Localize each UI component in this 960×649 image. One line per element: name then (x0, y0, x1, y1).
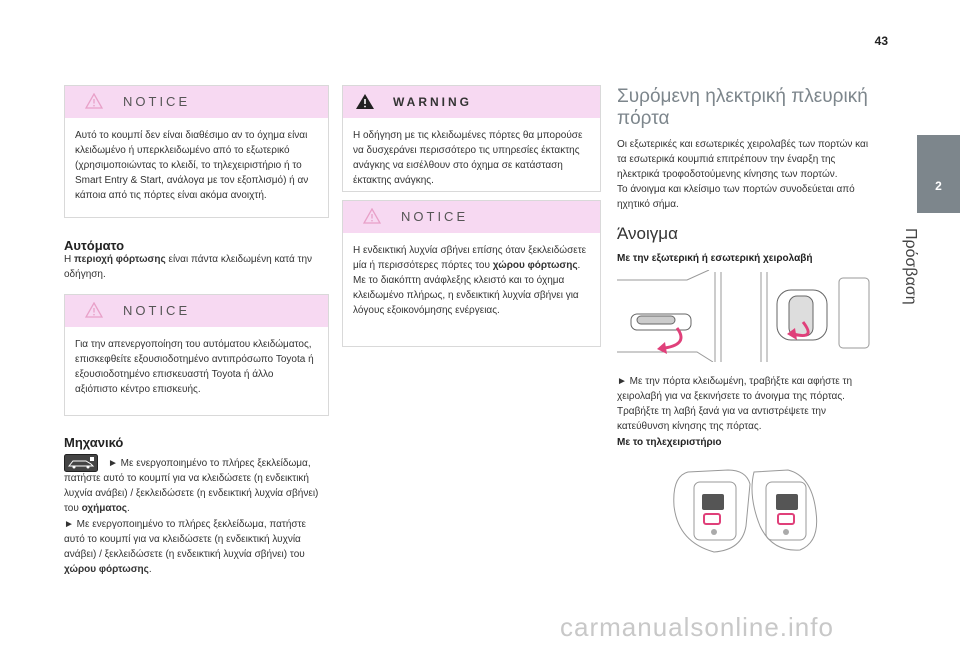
sliding-door-button-icon (704, 514, 720, 524)
warning-header (343, 86, 600, 118)
notice-title: NOTICE (401, 209, 469, 224)
notice-header (343, 201, 600, 233)
watermark: carmanualsonline.info (560, 612, 834, 642)
notice-body: Για την απενεργοποίηση του αυτόματου κλειδώματος, επισκεφθείτε εξουσιοδοτημένο αντιπρόσωπο Toyota ή εξουσιοδοτημένο επισκευαστή Toyota ή άλλο αξιόπιστο κέντρο επισκευής. (75, 339, 314, 395)
pull-arrow-icon (665, 328, 681, 348)
door-handle-illustration (617, 270, 879, 362)
opening-heading: Άνοιγμα (617, 224, 678, 243)
mechanical-text-2: ► Με ενεργοποιημένο το πλήρες ξεκλείδωμα, πατήστε αυτό το κουμπί για να κλειδώσετε (η ενδεικτική λυχνία ανάβει) / ξεκλειδώσετε (η ενδεικτική λυχνία σβήνει) του χώρου φόρτωσης. (64, 519, 307, 575)
notice-body: Αυτό το κουμπί δεν είναι διαθέσιμο αν το όχημα είναι κλειδωμένο ή υπερκλειδωμένο από το εξωτερικό (χρησιμοποιώντας το κλειδί, το τηλεχειριστήριο ή το Smart Entry & Start, ανάλογα με τον εξοπλισμό) ή αν κάποια από τις πόρτες είναι ακόμα ανοιχτή. (75, 130, 309, 201)
chapter-number: 2 (935, 179, 942, 193)
notice-header (65, 86, 328, 118)
remote-key-illustration (668, 466, 830, 556)
chapter-label (889, 228, 919, 348)
section-title: Συρόμενη ηλεκτρική πλευρική πόρτα (617, 86, 868, 129)
notice-box-3 (342, 200, 601, 347)
automatic-text: Η περιοχή φόρτωσης είναι πάντα κλειδωμένη κατά την οδήγηση. (64, 254, 313, 280)
notice-title: NOTICE (123, 94, 191, 109)
notice-box-2 (64, 294, 329, 416)
warning-box (342, 85, 601, 192)
page-number: 43 (874, 34, 888, 48)
warning-title: WARNING (393, 95, 472, 109)
handle-subheading: Με την εξωτερική ή εσωτερική χειρολαβή (617, 253, 813, 264)
warning-triangle-icon (85, 302, 103, 318)
sliding-door-button-icon (778, 514, 794, 524)
chapter-tab[interactable] (917, 135, 960, 213)
mechanical-heading: Μηχανικό (64, 435, 124, 450)
remote-subheading: Με το τηλεχειριστήριο (617, 437, 722, 448)
handle-instructions: ► Με την πόρτα κλειδωμένη, τραβήξτε και αφήστε τη χειρολαβή για να ξεκινήσετε το άνοιγμα της πόρτας. Τραβήξτε τη λαβή ξανά για να αντιστρέψετε την κατεύθυνση κίνησης της πόρτας. (617, 376, 853, 432)
notice-title: NOTICE (123, 303, 191, 318)
notice-box-1 (64, 85, 329, 218)
warning-triangle-icon (85, 93, 103, 109)
mechanical-text-1: ► Με ενεργοποιημένο το πλήρες ξεκλείδωμα, πατήστε αυτό το κουμπί για να κλειδώσετε (η ενδεικτική λυχνία ανάβει) / ξεκλειδώσετε (η ενδεικτική λυχνία σβήνει) του οχήματος. (64, 458, 319, 514)
warning-body: Η οδήγηση με τις κλειδωμένες πόρτες θα μπορούσε να δυσχεράνει περισσότερο τις υπηρεσίες έκτακτης ανάγκης να εισέλθουν στο όχημα σε κατάσταση έκτακτης ανάγκης. (353, 130, 583, 186)
warning-triangle-icon (363, 208, 381, 224)
automatic-heading: Αυτόματο (64, 238, 125, 253)
chapter-label-text: Πρόσβαση (902, 228, 919, 305)
section-intro: Οι εξωτερικές και εσωτερικές χειρολαβές των πορτών και τα εσωτερικά κουμπιά επιτρέπουν την έναρξη της ηλεκτρικά τροφοδοτούμενης κίνησης των πορτών. Το άνοιγμα και κλείσιμο των πορτών συνοδεύεται από ηχητικό σήμα. (617, 139, 869, 210)
notice-body: Η ενδεικτική λυχνία σβήνει επίσης όταν ξεκλειδώσετε μία ή περισσότερες πόρτες του χώρου φόρτωσης. Με το διακόπτη ανάφλεξης κλειστό και το όχημα κλειδωμένο πλήρως, η ενδεικτική λυχνία σβήνει για λόγους εξοικονόμησης ενέργειας. (353, 245, 587, 316)
notice-header (65, 295, 328, 327)
warning-triangle-icon (355, 93, 375, 110)
